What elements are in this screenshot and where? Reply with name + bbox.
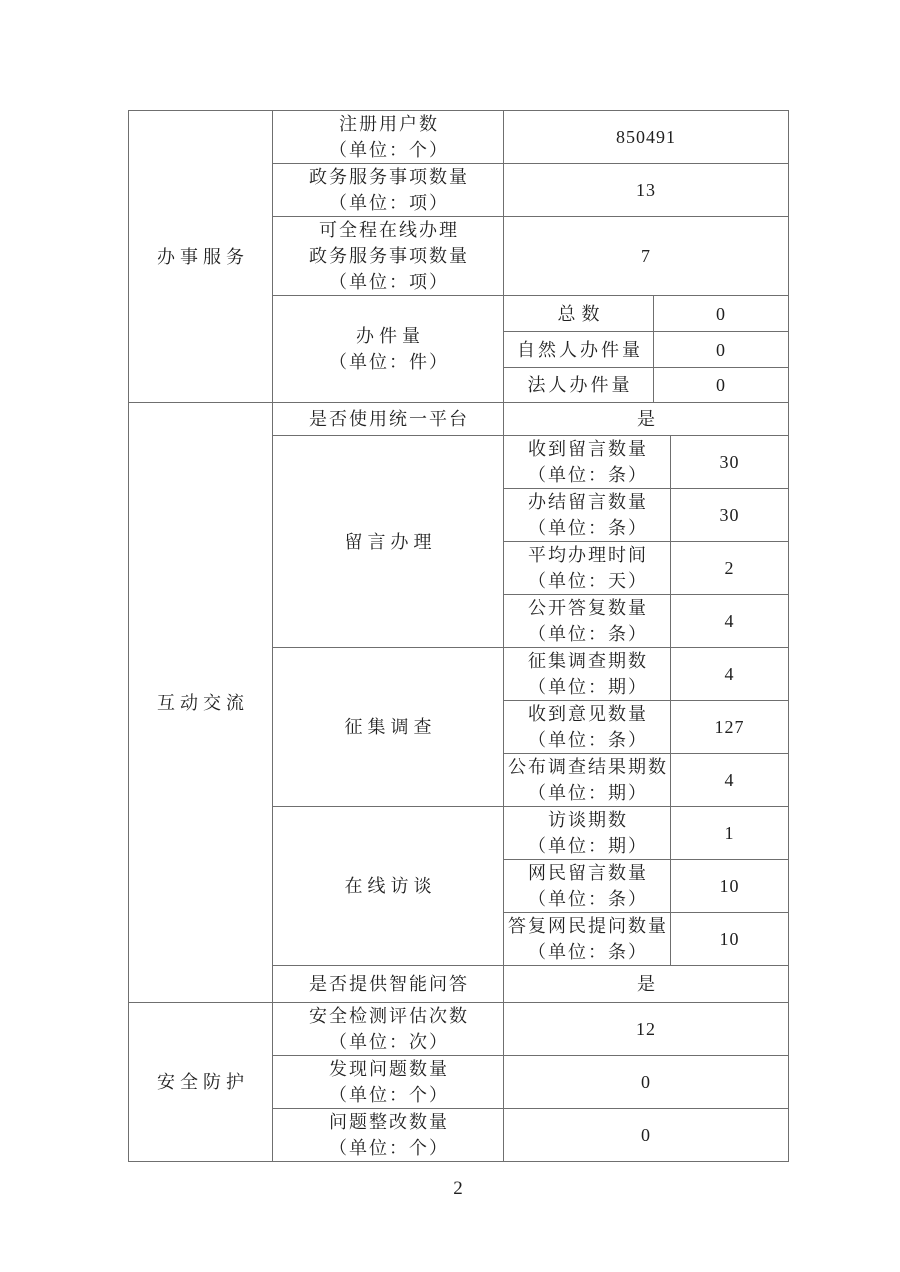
label-full-online-items-line1: 可全程在线办理 [319, 220, 459, 240]
statistics-table [128, 110, 789, 1162]
value-cell-netizen-messages: 10 [671, 860, 789, 913]
subgroup-label-caseload: 办件量 [356, 326, 425, 346]
unit-questions-answered: （单位：条） [528, 942, 648, 962]
unit-registered-users: （单位：个） [329, 140, 449, 160]
label-avg-handling-time: 平均办理时间 [528, 545, 648, 565]
unit-security-assessments: （单位：次） [329, 1032, 449, 1052]
label-caseload-total: 总数 [557, 303, 606, 324]
label-survey-periods: 征集调查期数 [528, 651, 648, 671]
unit-avg-handling-time: （单位：天） [528, 571, 648, 591]
value-cell-service-items: 13 [504, 164, 789, 217]
group-label-interaction: 互动交流 [157, 692, 249, 713]
value-cell-opinions-received: 127 [671, 701, 789, 754]
unit-survey-periods: （单位：期） [528, 677, 648, 697]
group-cell-interaction [129, 403, 273, 1003]
label-cell-caseload-total [504, 296, 654, 332]
label-cell-public-replies [504, 595, 671, 648]
value-cell-survey-periods: 4 [671, 648, 789, 701]
unit-netizen-messages: （单位：条） [528, 889, 648, 909]
unit-interview-periods: （单位：期） [528, 836, 648, 856]
unit-service-items: （单位：项） [329, 193, 449, 213]
label-cell-questions-answered [504, 913, 671, 966]
value-cell-full-online-items: 7 [504, 217, 789, 296]
subgroup-label-interview: 在线访谈 [344, 876, 437, 896]
label-cell-interview-periods [504, 807, 671, 860]
group-cell-security [129, 1003, 273, 1162]
value-cell-public-replies: 4 [671, 595, 789, 648]
subgroup-cell-caseload [273, 296, 504, 403]
unit-full-online-items: （单位：项） [329, 272, 449, 292]
label-cell-full-online-items [273, 217, 504, 296]
label-caseload-natural-person: 自然人办件量 [517, 339, 643, 360]
group-label-security: 安全防护 [157, 1072, 249, 1092]
label-cell-service-items [273, 164, 504, 217]
label-cell-unified-platform [273, 403, 504, 436]
label-cell-survey-periods [504, 648, 671, 701]
label-caseload-legal-person: 法人办件量 [527, 375, 633, 395]
unit-problems-found: （单位：个） [329, 1085, 449, 1105]
value-cell-caseload-natural-person: 0 [654, 332, 789, 368]
value-cell-messages-received: 30 [671, 436, 789, 489]
label-messages-completed: 办结留言数量 [528, 492, 648, 512]
group-label-services: 办事服务 [157, 246, 249, 267]
label-questions-answered: 答复网民提问数量 [508, 916, 668, 936]
label-cell-problems-rectified [273, 1109, 504, 1162]
value-cell-problems-found: 0 [504, 1056, 789, 1109]
label-cell-survey-results-published [504, 754, 671, 807]
label-problems-found: 发现问题数量 [329, 1059, 449, 1079]
unit-opinions-received: （单位：条） [528, 730, 648, 750]
label-cell-registered-users [273, 111, 504, 164]
subgroup-cell-survey [273, 648, 504, 807]
subgroup-cell-message-handling [273, 436, 504, 648]
value-cell-security-assessments: 12 [504, 1003, 789, 1056]
unit-messages-received: （单位：条） [528, 465, 648, 485]
label-interview-periods: 访谈期数 [548, 810, 628, 830]
label-security-assessments: 安全检测评估次数 [309, 1006, 469, 1026]
label-netizen-messages: 网民留言数量 [528, 863, 648, 883]
label-opinions-received: 收到意见数量 [528, 704, 648, 724]
value-cell-unified-platform: 是 [504, 403, 789, 436]
label-service-items: 政务服务事项数量 [309, 167, 469, 187]
label-cell-security-assessments [273, 1003, 504, 1056]
label-cell-problems-found [273, 1056, 504, 1109]
label-unified-platform: 是否使用统一平台 [309, 409, 469, 429]
value-cell-problems-rectified: 0 [504, 1109, 789, 1162]
label-cell-messages-received [504, 436, 671, 489]
label-cell-smart-qa [273, 966, 504, 1003]
subgroup-unit-caseload: （单位：件） [329, 352, 449, 372]
value-cell-avg-handling-time: 2 [671, 542, 789, 595]
unit-messages-completed: （单位：条） [528, 518, 648, 538]
value-cell-registered-users: 850491 [504, 111, 789, 164]
unit-survey-results-published: （单位：期） [528, 783, 648, 803]
label-cell-avg-handling-time [504, 542, 671, 595]
label-messages-received: 收到留言数量 [528, 439, 648, 459]
value-cell-interview-periods: 1 [671, 807, 789, 860]
label-cell-messages-completed [504, 489, 671, 542]
value-cell-caseload-total: 0 [654, 296, 789, 332]
label-problems-rectified: 问题整改数量 [329, 1112, 449, 1132]
unit-public-replies: （单位：条） [528, 624, 648, 644]
value-cell-survey-results-published: 4 [671, 754, 789, 807]
label-full-online-items-line2: 政务服务事项数量 [309, 246, 469, 266]
label-cell-caseload-legal-person [504, 368, 654, 403]
page-number: 2 [453, 1178, 463, 1199]
subgroup-label-survey: 征集调查 [344, 717, 437, 737]
label-registered-users: 注册用户数 [339, 114, 439, 134]
value-cell-messages-completed: 30 [671, 489, 789, 542]
label-survey-results-published: 公布调查结果期数 [508, 757, 668, 777]
subgroup-label-message-handling: 留言办理 [344, 531, 437, 552]
value-cell-questions-answered: 10 [671, 913, 789, 966]
unit-problems-rectified: （单位：个） [329, 1138, 449, 1158]
label-smart-qa: 是否提供智能问答 [309, 974, 469, 994]
label-public-replies: 公开答复数量 [528, 598, 648, 618]
label-cell-opinions-received [504, 701, 671, 754]
label-cell-caseload-natural-person [504, 332, 654, 368]
label-cell-netizen-messages [504, 860, 671, 913]
value-cell-caseload-legal-person: 0 [654, 368, 789, 403]
subgroup-cell-interview [273, 807, 504, 966]
value-cell-smart-qa: 是 [504, 966, 789, 1003]
group-cell-services [129, 111, 273, 403]
